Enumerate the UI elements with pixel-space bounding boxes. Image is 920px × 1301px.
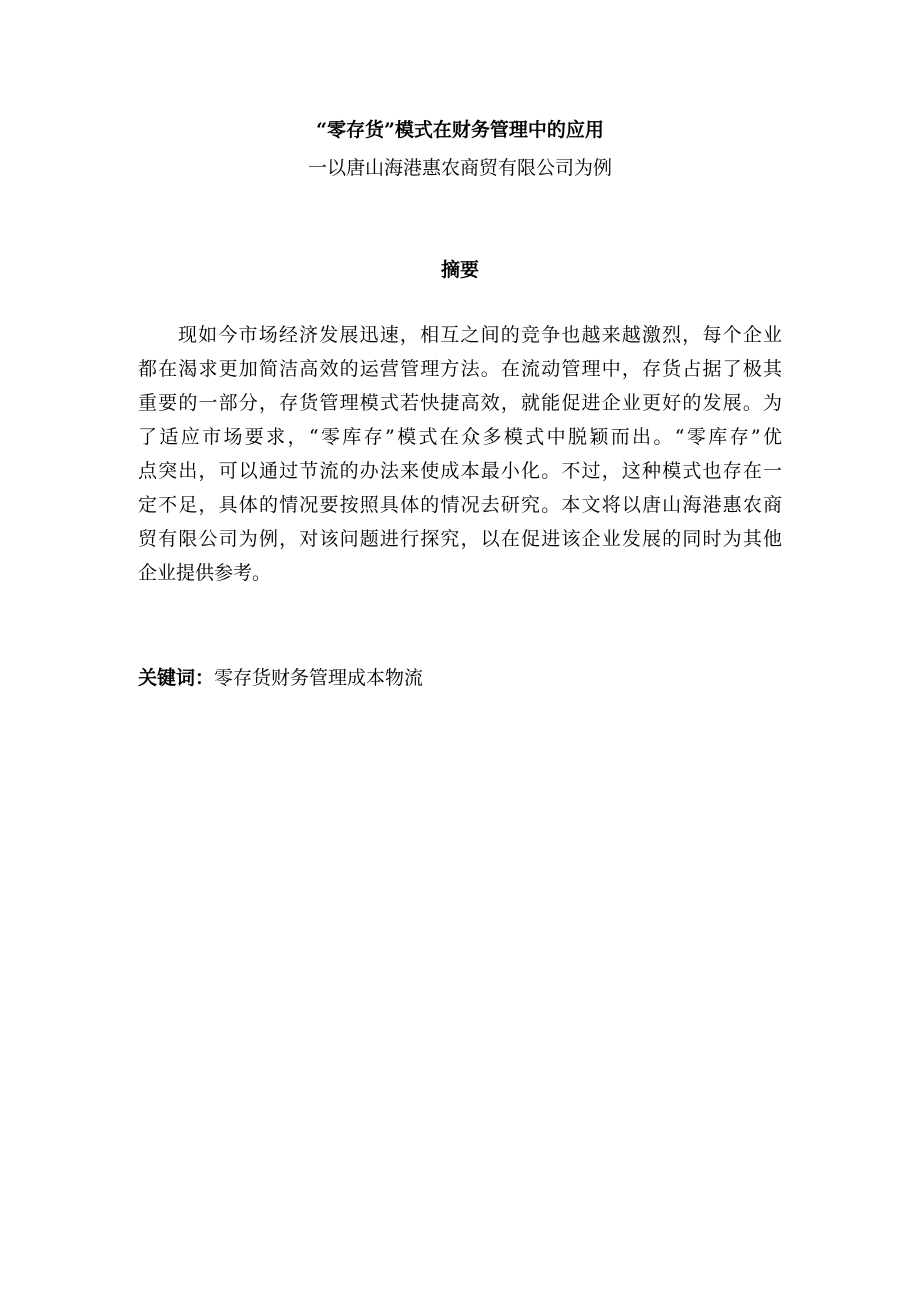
abstract-line: 重要的一部分，存货管理模式若快捷高效，就能促进企业更好的发展。为 [138, 392, 782, 414]
keywords-label: 关键词： [138, 667, 215, 689]
abstract-line: 都在渴求更加简洁高效的运营管理方法。在流动管理中，存货占据了极其 [138, 358, 782, 380]
abstract-line: 定不足，具体的情况要按照具体的情况去研究。本文将以唐山海港惠农商 [138, 494, 782, 516]
abstract-line: 点突出，可以通过节流的办法来使成本最小化。不过，这种模式也存在一 [138, 460, 782, 482]
abstract-paragraph [138, 318, 782, 590]
paper-title: “零存货”模式在财务管理中的应用 [316, 119, 604, 141]
abstract-line: 企业提供参考。 [138, 562, 272, 584]
abstract-heading: 摘要 [440, 259, 479, 281]
abstract-line: 了适应市场要求，“零库存”模式在众多模式中脱颖而出。“零库存”优 [138, 426, 782, 448]
abstract-line: 贸有限公司为例，对该问题进行探究，以在促进该企业发展的同时为其他 [138, 528, 782, 550]
abstract-line: 现如今市场经济发展迅速，相互之间的竞争也越来越激烈，每个企业 [178, 324, 782, 346]
paper-subtitle: 一以唐山海港惠农商贸有限公司为例 [307, 157, 612, 179]
keywords-value: 零存货财务管理成本物流 [214, 667, 424, 689]
keywords [138, 664, 423, 692]
